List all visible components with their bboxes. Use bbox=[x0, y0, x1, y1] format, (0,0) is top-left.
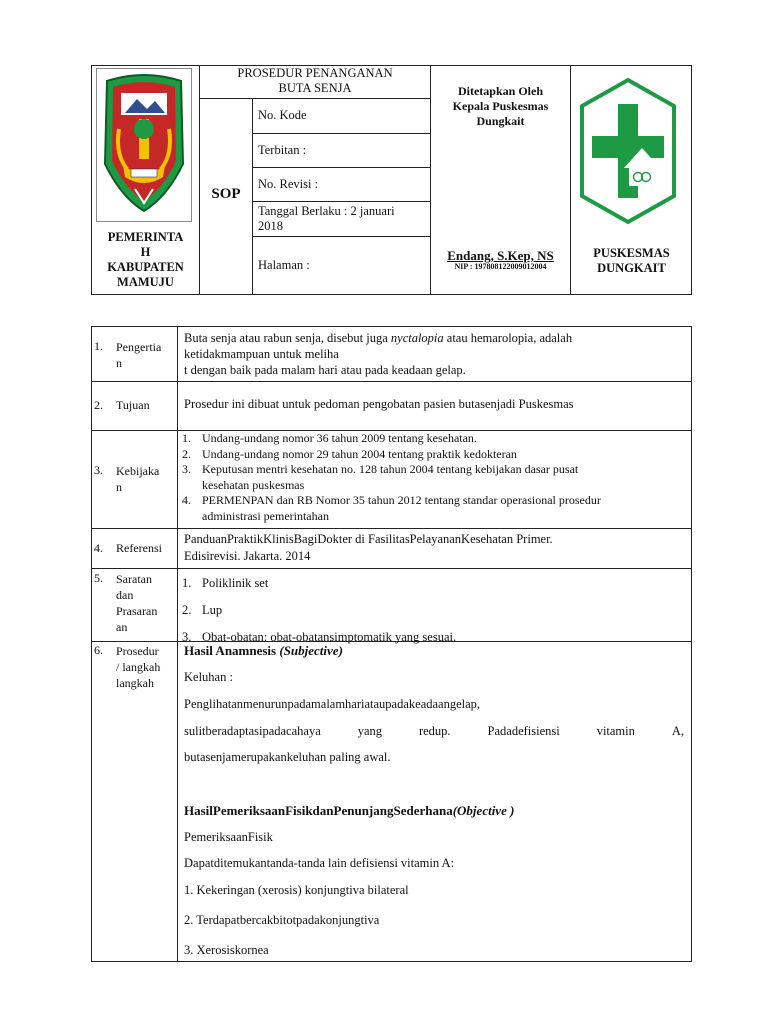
pengertian-text bbox=[184, 330, 572, 378]
finding-item: 3. Xerosiskornea bbox=[184, 943, 269, 957]
pemerintah-line: PEMERINTA bbox=[107, 230, 184, 244]
label-line: Kebijaka bbox=[116, 464, 160, 478]
ditetapkan-line: Kepala Puskesmas bbox=[452, 99, 549, 113]
text-part: atau hemarolopia, adalah bbox=[443, 331, 573, 345]
row-number: 1. bbox=[94, 339, 103, 353]
ditetapkan-oleh bbox=[431, 84, 570, 129]
puskesmas-line: DUNGKAIT bbox=[597, 261, 666, 275]
terbitan-label: Terbitan : bbox=[258, 143, 307, 157]
text-line: ketidakmampuan untuk meliha bbox=[184, 347, 339, 361]
tanggal-line: Tanggal Berlaku : 2 januari bbox=[258, 204, 395, 218]
tanggal-line: 2018 bbox=[258, 219, 283, 233]
sop-label: SOP bbox=[211, 186, 241, 202]
list-item: 1. Poliklinik set bbox=[182, 576, 269, 590]
label-line: Saratan bbox=[116, 572, 152, 586]
text-part: Buta senja atau rabun senja, disebut juga bbox=[184, 331, 391, 345]
word: sulitberadaptasipadacahaya bbox=[184, 724, 321, 738]
list-item: 4. PERMENPAN dan RB Nomor 35 tahun 2012 tentang standar operasional prosedur administrasi pemerintahan bbox=[182, 493, 601, 523]
no-revisi-label: No. Revisi : bbox=[258, 177, 319, 191]
signer-nip: NIP : 197808122009012004 bbox=[454, 262, 547, 271]
referensi-text bbox=[184, 531, 553, 565]
ditetapkan-line: Ditetapkan Oleh bbox=[457, 84, 543, 98]
row-number: 2. bbox=[94, 398, 103, 412]
pemeriksaan-label: PemeriksaanFisik bbox=[184, 830, 273, 844]
list-item: 2. Undang-undang nomor 29 tahun 2004 tentang praktik kedokteran bbox=[182, 446, 517, 461]
row-label bbox=[116, 339, 161, 371]
title-line: PROSEDUR PENANGANAN bbox=[237, 66, 393, 80]
halaman-label: Halaman : bbox=[258, 258, 310, 272]
title-line: BUTA SENJA bbox=[278, 81, 352, 95]
word: Padadefisiensi bbox=[487, 724, 560, 738]
word: redup. bbox=[418, 724, 451, 738]
document-title bbox=[200, 66, 430, 96]
section-heading: HasilPemeriksaanFisikdanPenunjangSederhana(Objective ) bbox=[184, 803, 515, 818]
keluhan-text-justified bbox=[184, 724, 684, 739]
row-label bbox=[116, 463, 159, 495]
puskesmas-line: PUSKESMAS bbox=[593, 246, 670, 260]
text-italic: nyctalopia bbox=[390, 331, 444, 345]
label-line: langkah bbox=[116, 676, 154, 690]
row-number: 3. bbox=[94, 463, 103, 477]
row-label: Tujuan bbox=[116, 398, 150, 412]
section-heading: Hasil Anamnesis (Subjective) bbox=[184, 643, 343, 658]
label-line: n bbox=[116, 356, 122, 370]
kebijakan-list bbox=[182, 431, 601, 524]
list-item: 1. Undang-undang nomor 36 tahun 2009 tentang kesehatan. bbox=[182, 431, 477, 445]
text-line: Edisirevisi. Jakarta. 2014 bbox=[184, 549, 311, 563]
row-label: Referensi bbox=[116, 541, 162, 555]
word: A, bbox=[671, 724, 684, 738]
keluhan-text: Penglihatanmenurunpadamalamhariataupadakeadaangelap, bbox=[184, 697, 481, 711]
keluhan-label: Keluhan : bbox=[184, 670, 233, 684]
row-label bbox=[116, 571, 157, 635]
pemerintah-line: H bbox=[140, 245, 151, 259]
pemerintah-line: MAMUJU bbox=[117, 275, 174, 289]
label-line: Prosedur bbox=[116, 644, 159, 658]
label-line: / langkah bbox=[116, 660, 161, 674]
ditetapkan-line: Dungkait bbox=[476, 114, 525, 128]
label-line: dan bbox=[116, 588, 134, 602]
row-number: 4. bbox=[94, 541, 103, 555]
row-number: 6. bbox=[94, 643, 103, 657]
no-kode-label: No. Kode bbox=[258, 108, 307, 122]
pemerintah-name bbox=[92, 230, 199, 290]
text-line: t dengan baik pada malam hari atau pada keadaan gelap. bbox=[184, 363, 466, 377]
row-number: 5. bbox=[94, 571, 103, 585]
text-line: PanduanPraktikKlinisBagiDokter di FasilitasPelayananKesehatan Primer. bbox=[184, 532, 553, 546]
label-line: n bbox=[116, 480, 122, 494]
finding-item: 2. Terdapatbercakbitotpadakonjungtiva bbox=[184, 913, 380, 927]
pemeriksaan-text: Dapatditemukantanda-tanda lain defisiensi vitamin A: bbox=[184, 856, 455, 870]
row-label bbox=[116, 643, 160, 691]
label-line: Pengertia bbox=[116, 340, 162, 354]
list-item: 3. Keputusan mentri kesehatan no. 128 tahun 2004 tentang kebijakan dasar pusat kesehatan puskesmas bbox=[182, 462, 579, 492]
label-line: Prasaran bbox=[116, 604, 158, 618]
tanggal-berlaku bbox=[258, 204, 395, 234]
label-line: an bbox=[116, 620, 128, 634]
saratan-list bbox=[182, 570, 456, 651]
list-item: 2. Lup bbox=[182, 603, 223, 617]
pemerintah-line: KABUPATEN bbox=[107, 260, 184, 274]
puskesmas-name bbox=[571, 246, 692, 276]
list-item: 3. Obat-obatan: obat-obatansimptomatik yang sesuai. bbox=[182, 630, 457, 644]
kabupaten-logo bbox=[96, 68, 192, 222]
tujuan-text: Prosedur ini dibuat untuk pedoman pengobatan pasien butasenjadi Puskesmas bbox=[184, 397, 574, 411]
word: vitamin bbox=[596, 724, 635, 738]
finding-item: 1. Kekeringan (xerosis) konjungtiva bilateral bbox=[184, 883, 409, 897]
puskesmas-logo bbox=[578, 76, 678, 226]
word: yang bbox=[357, 724, 383, 738]
keluhan-text: butasenjamerupakankeluhan paling awal. bbox=[184, 750, 391, 764]
signer-name: Endang, S.Kep, NS bbox=[447, 248, 554, 263]
